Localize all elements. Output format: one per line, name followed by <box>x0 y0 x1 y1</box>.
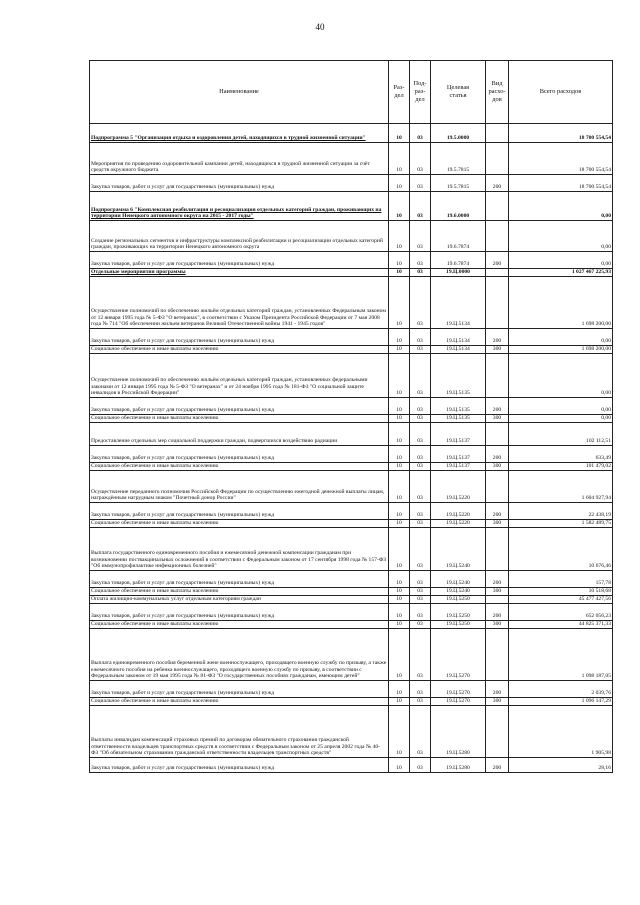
row-total-cell: 102 112,51 <box>509 423 613 446</box>
row-razdel-cell: 10 <box>389 571 410 588</box>
row-total-cell: 18 700 554,54 <box>509 175 613 192</box>
row-name-cell: Оплата жилищно-коммунальных услуг отдельным категориям граждан <box>90 596 389 604</box>
row-name-cell: Создание региональных сегментов и инфраструктуры комплексной реабилитации и ресоциализации отдельных категорий граждан, проживающих на территории Ненецкого автономного округа <box>90 221 389 252</box>
row-target-cell: 19.Ц.5240 <box>431 528 486 571</box>
row-podrazdel-cell: 03 <box>410 528 431 571</box>
row-name-cell: Социальное обеспечение и иные выплаты населению <box>90 698 389 706</box>
table-row <box>90 446 613 463</box>
table-row <box>90 621 613 629</box>
row-total-cell: 0,00 <box>509 329 613 346</box>
row-razdel-cell: 10 <box>389 192 410 221</box>
row-expense-type-cell <box>486 269 509 277</box>
header-total-expenses: Всего расходов <box>509 61 613 124</box>
row-target-cell: 19.Ц.5240 <box>431 571 486 588</box>
row-target-cell: 19.6.7874 <box>431 221 486 252</box>
table-row <box>90 354 613 398</box>
header-name: Наименование <box>90 61 389 124</box>
table-row <box>90 192 613 221</box>
table-row <box>90 758 613 773</box>
table-row <box>90 698 613 706</box>
row-name-cell: Закупка товаров, работ и услуг для государственных (муниципальных) нужд <box>90 604 389 621</box>
row-target-cell: 19.6.0000 <box>431 192 486 221</box>
row-expense-type-cell: 300 <box>486 621 509 629</box>
table-row <box>90 471 613 503</box>
row-podrazdel-cell: 03 <box>410 629 431 681</box>
row-razdel-cell: 10 <box>389 398 410 415</box>
row-total-cell: 0,00 <box>509 415 613 423</box>
row-razdel-cell: 10 <box>389 758 410 773</box>
row-total-cell: 0,00 <box>509 252 613 269</box>
budget-table <box>89 60 613 773</box>
row-razdel-cell: 10 <box>389 423 410 446</box>
row-total-cell: 2 039,76 <box>509 681 613 698</box>
row-target-cell: 19.5.7815 <box>431 175 486 192</box>
row-podrazdel-cell: 03 <box>410 463 431 471</box>
row-name-cell: Выплаты инвалидам компенсаций страховых премий по договорам обязательного страхования гражданской ответственности владельцев транспортных средств в соответствии с Федеральным законом от 25 апреля 2002 года № 40-ФЗ "Об обязательном страховании гражданской ответственности владельцев транспортных средств" <box>90 706 389 758</box>
row-target-cell: 19.Ц.5220 <box>431 503 486 520</box>
header-target-article: Целевая статья <box>431 61 486 124</box>
row-expense-type-cell: 200 <box>486 398 509 415</box>
row-expense-type-cell: 300 <box>486 463 509 471</box>
row-expense-type-cell <box>486 471 509 503</box>
row-expense-type-cell <box>486 706 509 758</box>
page-number: 40 <box>315 22 325 32</box>
row-razdel-cell: 10 <box>389 629 410 681</box>
row-expense-type-cell <box>486 143 509 175</box>
row-razdel-cell: 10 <box>389 698 410 706</box>
row-podrazdel-cell: 03 <box>410 423 431 446</box>
row-name-cell: Закупка товаров, работ и услуг для государственных (муниципальных) нужд <box>90 503 389 520</box>
row-target-cell: 19.Ц.0000 <box>431 269 486 277</box>
row-podrazdel-cell: 03 <box>410 354 431 398</box>
row-expense-type-cell: 300 <box>486 698 509 706</box>
row-total-cell: 0,00 <box>509 354 613 398</box>
row-target-cell: 19.Ц.5250 <box>431 621 486 629</box>
row-target-cell: 19.Ц.5220 <box>431 520 486 528</box>
row-target-cell: 19.Ц.5135 <box>431 415 486 423</box>
row-name-cell: Подпрограмма 5 "Организация отдыха и оздоровления детей, находящихся в трудной жизненной ситуации" <box>90 124 389 143</box>
row-razdel-cell: 10 <box>389 329 410 346</box>
row-target-cell: 19.Ц.5250 <box>431 604 486 621</box>
row-expense-type-cell: 200 <box>486 571 509 588</box>
row-name-cell: Социальное обеспечение и иные выплаты населению <box>90 588 389 596</box>
row-podrazdel-cell: 03 <box>410 471 431 503</box>
row-total-cell: 1 096 147,29 <box>509 698 613 706</box>
row-expense-type-cell <box>486 124 509 143</box>
row-podrazdel-cell: 03 <box>410 398 431 415</box>
row-razdel-cell: 10 <box>389 681 410 698</box>
row-razdel-cell: 10 <box>389 124 410 143</box>
table-row <box>90 252 613 269</box>
row-podrazdel-cell: 03 <box>410 571 431 588</box>
row-total-cell: 1 905,98 <box>509 706 613 758</box>
row-podrazdel-cell: 03 <box>410 681 431 698</box>
row-razdel-cell: 10 <box>389 221 410 252</box>
row-podrazdel-cell: 03 <box>410 269 431 277</box>
row-razdel-cell: 10 <box>389 269 410 277</box>
table-body <box>90 124 613 773</box>
row-total-cell: 10 518,68 <box>509 588 613 596</box>
row-total-cell: 1 604 927,94 <box>509 471 613 503</box>
table-row <box>90 681 613 698</box>
row-razdel-cell: 10 <box>389 446 410 463</box>
row-total-cell: 0,00 <box>509 192 613 221</box>
row-total-cell: 1 698 200,00 <box>509 346 613 354</box>
table-row <box>90 415 613 423</box>
row-name-cell: Закупка товаров, работ и услуг для государственных (муниципальных) нужд <box>90 446 389 463</box>
row-target-cell: 19.Ц.5135 <box>431 398 486 415</box>
row-expense-type-cell: 200 <box>486 446 509 463</box>
table-row <box>90 503 613 520</box>
row-podrazdel-cell: 03 <box>410 124 431 143</box>
row-razdel-cell: 10 <box>389 277 410 329</box>
row-target-cell: 19.Ц.5270 <box>431 629 486 681</box>
table-row <box>90 423 613 446</box>
row-razdel-cell: 10 <box>389 415 410 423</box>
row-target-cell: 19.Ц.5240 <box>431 588 486 596</box>
row-name-cell: Закупка товаров, работ и услуг для государственных (муниципальных) нужд <box>90 252 389 269</box>
table-header-row <box>90 61 613 124</box>
header-expense-type: Вид расхо- дов <box>486 61 509 124</box>
row-podrazdel-cell: 03 <box>410 588 431 596</box>
row-total-cell: 45 477 427,56 <box>509 596 613 604</box>
row-name-cell: Социальное обеспечение и иные выплаты населению <box>90 621 389 629</box>
row-podrazdel-cell: 03 <box>410 143 431 175</box>
row-razdel-cell: 10 <box>389 471 410 503</box>
row-expense-type-cell <box>486 629 509 681</box>
row-razdel-cell: 10 <box>389 528 410 571</box>
row-name-cell: Отдельные мероприятия программы <box>90 269 389 277</box>
row-razdel-cell: 10 <box>389 354 410 398</box>
table-row <box>90 221 613 252</box>
row-razdel-cell: 10 <box>389 706 410 758</box>
table-row <box>90 277 613 329</box>
row-name-cell: Социальное обеспечение и иные выплаты населению <box>90 463 389 471</box>
table-row <box>90 329 613 346</box>
row-podrazdel-cell: 03 <box>410 758 431 773</box>
row-target-cell: 19.Ц.5250 <box>431 596 486 604</box>
row-name-cell: Предоставление отдельных мер социальной поддержки граждан, подвергшихся воздействию радиации <box>90 423 389 446</box>
row-podrazdel-cell: 03 <box>410 252 431 269</box>
row-total-cell: 0,00 <box>509 221 613 252</box>
row-expense-type-cell: 300 <box>486 415 509 423</box>
row-razdel-cell: 10 <box>389 503 410 520</box>
row-expense-type-cell <box>486 528 509 571</box>
row-target-cell: 19.Ц.5134 <box>431 346 486 354</box>
row-podrazdel-cell: 03 <box>410 446 431 463</box>
row-target-cell: 19.Ц.5280 <box>431 706 486 758</box>
table-row <box>90 463 613 471</box>
row-expense-type-cell <box>486 354 509 398</box>
row-total-cell: 22 438,19 <box>509 503 613 520</box>
row-target-cell: 19.Ц.5135 <box>431 354 486 398</box>
row-podrazdel-cell: 03 <box>410 520 431 528</box>
row-name-cell: Закупка товаров, работ и услуг для государственных (муниципальных) нужд <box>90 329 389 346</box>
row-podrazdel-cell: 03 <box>410 415 431 423</box>
row-podrazdel-cell: 03 <box>410 621 431 629</box>
row-total-cell: 1 098 187,05 <box>509 629 613 681</box>
row-target-cell: 19.Ц.5134 <box>431 329 486 346</box>
row-target-cell: 19.Ц.5137 <box>431 423 486 446</box>
row-expense-type-cell: 200 <box>486 175 509 192</box>
row-total-cell: 633,49 <box>509 446 613 463</box>
row-total-cell: 101 479,02 <box>509 463 613 471</box>
table-row <box>90 520 613 528</box>
row-name-cell: Осуществление полномочий по обеспечению жильём отдельных категорий граждан, установленных федеральными законами от 12 января 1995 года № 5-ФЗ "О ветеранах" и от 24 ноября 1995 года № 181-ФЗ "О социальной защите инвалидов в Российской Федерации" <box>90 354 389 398</box>
row-total-cell: 28,16 <box>509 758 613 773</box>
row-expense-type-cell: 200 <box>486 503 509 520</box>
table-row <box>90 346 613 354</box>
row-razdel-cell: 10 <box>389 175 410 192</box>
row-name-cell: Социальное обеспечение и иные выплаты населению <box>90 415 389 423</box>
row-name-cell: Закупка товаров, работ и услуг для государственных (муниципальных) нужд <box>90 398 389 415</box>
row-expense-type-cell: 200 <box>486 252 509 269</box>
row-name-cell: Осуществление переданного полномочия Российской Федерации по осуществлению ежегодной денежной выплаты лицам, награждённым нагрудным знаком "Почетный донор России" <box>90 471 389 503</box>
row-razdel-cell: 10 <box>389 588 410 596</box>
row-target-cell: 19.Ц.5220 <box>431 471 486 503</box>
row-expense-type-cell: 200 <box>486 758 509 773</box>
row-podrazdel-cell: 03 <box>410 604 431 621</box>
row-name-cell: Осуществление полномочий по обеспечению жильём отдельных категорий граждан, установленных Федеральным законом от 12 января 1995 года № 5-ФЗ "О ветеранах", в соответствии с Указом Президента Российской Федерации от 7 мая 2008 года № 714 "Об обеспечении жильем ветеранов Великой Отечественной войны 1941 - 1945 годов" <box>90 277 389 329</box>
row-razdel-cell: 10 <box>389 604 410 621</box>
row-expense-type-cell <box>486 277 509 329</box>
row-expense-type-cell: 200 <box>486 604 509 621</box>
row-expense-type-cell: 200 <box>486 329 509 346</box>
table-row <box>90 571 613 588</box>
table-row <box>90 143 613 175</box>
row-expense-type-cell: 300 <box>486 588 509 596</box>
row-expense-type-cell <box>486 192 509 221</box>
row-name-cell: Закупка товаров, работ и услуг для государственных (муниципальных) нужд <box>90 571 389 588</box>
table-row <box>90 596 613 604</box>
row-name-cell: Закупка товаров, работ и услуг для государственных (муниципальных) нужд <box>90 175 389 192</box>
row-razdel-cell: 10 <box>389 143 410 175</box>
row-total-cell: 1 698 200,00 <box>509 277 613 329</box>
row-name-cell: Социальное обеспечение и иные выплаты населению <box>90 346 389 354</box>
row-expense-type-cell <box>486 423 509 446</box>
header-razdel: Раз- дел <box>389 61 410 124</box>
row-razdel-cell: 10 <box>389 252 410 269</box>
row-total-cell: 18 700 554,54 <box>509 143 613 175</box>
row-expense-type-cell <box>486 221 509 252</box>
row-name-cell: Закупка товаров, работ и услуг для государственных (муниципальных) нужд <box>90 681 389 698</box>
row-total-cell: 18 700 554,54 <box>509 124 613 143</box>
row-target-cell: 19.Ц.5137 <box>431 463 486 471</box>
row-razdel-cell: 10 <box>389 346 410 354</box>
row-total-cell: 44 825 371,33 <box>509 621 613 629</box>
table-row <box>90 706 613 758</box>
row-podrazdel-cell: 03 <box>410 192 431 221</box>
row-total-cell: 1 582 489,75 <box>509 520 613 528</box>
row-name-cell: Социальное обеспечение и иные выплаты населению <box>90 520 389 528</box>
row-target-cell: 19.Ц.5134 <box>431 277 486 329</box>
table-row <box>90 398 613 415</box>
row-podrazdel-cell: 03 <box>410 175 431 192</box>
row-total-cell: 157,78 <box>509 571 613 588</box>
row-name-cell: Закупка товаров, работ и услуг для государственных (муниципальных) нужд <box>90 758 389 773</box>
table-row <box>90 629 613 681</box>
row-total-cell: 10 676,46 <box>509 528 613 571</box>
row-total-cell: 1 027 467 225,93 <box>509 269 613 277</box>
table-row <box>90 588 613 596</box>
header-podrazdel: Под- раз- дел <box>410 61 431 124</box>
row-name-cell: Мероприятия по проведению оздоровительной кампании детей, находящихся в трудной жизненной ситуации за счёт средств окружного бюджета <box>90 143 389 175</box>
row-target-cell: 19.Ц.5137 <box>431 446 486 463</box>
row-podrazdel-cell: 03 <box>410 277 431 329</box>
row-name-cell: Выплата государственного единовременного пособия и ежемесячной денежной компенсации гражданам при возникновении поствакцинальных осложнений в соответствии с Федеральным законом от 17 сентября 1998 года № 157-ФЗ "Об иммунопрофилактике инфекционных болезней" <box>90 528 389 571</box>
row-podrazdel-cell: 03 <box>410 346 431 354</box>
row-podrazdel-cell: 03 <box>410 596 431 604</box>
row-expense-type-cell: 300 <box>486 520 509 528</box>
row-target-cell: 19.Ц.5270 <box>431 698 486 706</box>
table-row <box>90 175 613 192</box>
row-podrazdel-cell: 03 <box>410 503 431 520</box>
row-target-cell: 19.6.7874 <box>431 252 486 269</box>
row-target-cell: 19.5.7815 <box>431 143 486 175</box>
row-name-cell: Подпрограмма 6 "Комплексная реабилитация и ресоциализация отдельных категорий граждан, проживающих на территории Ненецкого автономного округа на 2015 - 2017 годы" <box>90 192 389 221</box>
row-target-cell: 19.Ц.5280 <box>431 758 486 773</box>
table-row <box>90 528 613 571</box>
row-total-cell: 0,00 <box>509 398 613 415</box>
table-row <box>90 604 613 621</box>
row-razdel-cell: 10 <box>389 621 410 629</box>
row-podrazdel-cell: 03 <box>410 706 431 758</box>
row-expense-type-cell: 300 <box>486 346 509 354</box>
row-podrazdel-cell: 03 <box>410 221 431 252</box>
row-expense-type-cell <box>486 596 509 604</box>
row-razdel-cell: 10 <box>389 463 410 471</box>
row-podrazdel-cell: 03 <box>410 329 431 346</box>
row-podrazdel-cell: 03 <box>410 698 431 706</box>
table-row <box>90 269 613 277</box>
row-total-cell: 652 056,23 <box>509 604 613 621</box>
row-target-cell: 19.Ц.5270 <box>431 681 486 698</box>
table-row <box>90 124 613 143</box>
row-expense-type-cell: 200 <box>486 681 509 698</box>
row-razdel-cell: 10 <box>389 596 410 604</box>
row-target-cell: 19.5.0000 <box>431 124 486 143</box>
row-name-cell: Выплата единовременного пособия беременной жене военнослужащего, проходящего военную службу по призыву, а также ежемесячного пособия на ребенка военнослужащего, проходящего военную службу по призыву, в соответствии с Федеральным законом от 19 мая 1995 года № 81-ФЗ "О государственных пособиях гражданам, имеющим детей" <box>90 629 389 681</box>
row-razdel-cell: 10 <box>389 520 410 528</box>
